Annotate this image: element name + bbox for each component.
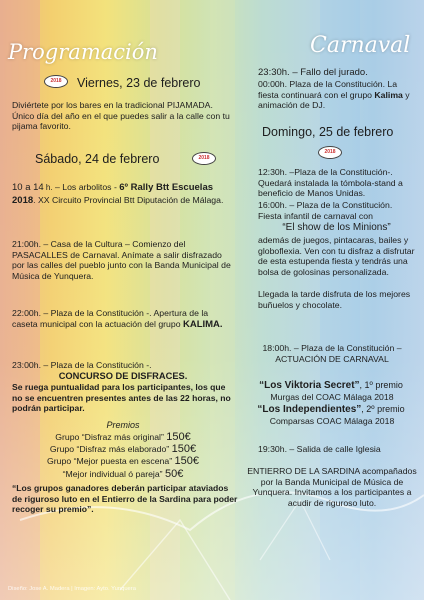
domingo-header: Domingo, 25 de febrero xyxy=(262,125,394,139)
event-0000 xyxy=(258,79,418,111)
minions-show: “El show de los Minions” xyxy=(282,222,391,233)
footer-credits: Diseño: Jose A. Madera | Imagen: Ayto. Yunquera xyxy=(8,586,136,592)
fallo-jurado: 23:30h. – Fallo del jurado. xyxy=(258,67,368,78)
prize-label: Grupo “Disfraz más original” xyxy=(55,432,167,442)
viktoria-line xyxy=(238,380,424,391)
rally-time: 10 a 14 xyxy=(12,182,44,193)
event-0000-text: 00:00h. Plaza de la Constitución. La fiesta continuará con el grupo xyxy=(258,79,398,100)
badge-2018: 2018 xyxy=(318,146,342,159)
tarde-text: Llegada la tarde disfruta de los mejores buñuelos y chocolate. xyxy=(258,289,411,310)
kalima-label: KALIMA. xyxy=(182,318,223,330)
event-1600: 16:00h. – Plaza de la Constitución. Fiesta infantil de carnaval con xyxy=(258,200,393,221)
sabado-header: Sábado, 24 de febrero xyxy=(35,152,160,166)
independientes-sub: Comparsas COAC Málaga 2018 xyxy=(269,416,395,426)
rally-event xyxy=(12,181,234,207)
badge-2018: 2018 xyxy=(44,75,68,88)
viktoria-prize: , 1º premio xyxy=(359,380,403,390)
event-2100: 21:00h. – Casa de la Cultura – Comienzo del PASACALLES de Carnaval. Anímate a salir disfrazado por las calles del pueblo junto con la Banda Municipal de Música de Yunquera. xyxy=(12,239,231,281)
viernes-header: Viernes, 23 de febrero xyxy=(77,76,201,90)
prize-amount: 150€ xyxy=(171,443,197,456)
prize-row xyxy=(12,443,234,455)
concurso-title: CONCURSO DE DISFRACES. xyxy=(58,371,188,381)
event-1800: 18:00h. – Plaza de la Constitución – xyxy=(262,343,402,353)
minions-desc: además de juegos, pintacaras, bailes y globoflexia. Ven con tu disfraz a disfrutar de esta estupenda fiesta y tendrás una bolsa de golosinas personalizada. xyxy=(258,235,415,277)
event-0000-post: y animación de DJ. xyxy=(258,89,410,111)
independientes-prize: , 2º premio xyxy=(361,404,405,414)
event-2200-text: 22:00h. – Plaza de la Constitución -. Apertura de la caseta municipal con la actuación del grupo xyxy=(12,308,209,329)
entierro-text: ENTIERRO DE LA SARDINA acompañados por la Banda Municipal de Música de Yunquera. Invitamos a los participantes a acudir de riguroso luto. xyxy=(247,466,417,508)
prize-list xyxy=(12,431,234,480)
viktoria-sub: Murgas del COAC Málaga 2018 xyxy=(270,392,394,402)
badge-2018: 2018 xyxy=(192,152,216,165)
prize-amount: 50€ xyxy=(165,467,184,480)
viktoria-name: “Los Viktoria Secret” xyxy=(259,380,360,391)
actuacion-label: ACTUACIÓN DE CARNAVAL xyxy=(275,354,389,364)
prize-row xyxy=(12,468,234,480)
rally-h: h. xyxy=(43,183,53,192)
viernes-text: Diviértete por los bares en la tradicional PIJAMADA. Único día del año en el que puedes salir a la calle con tu pijama favorito. xyxy=(12,100,230,132)
concurso-rules: Se ruega puntualidad para los participantes, los que no se encuentren presentes antes de las 22 horas, no podrán participar. xyxy=(12,382,231,414)
event-2300: 23:00h. – Plaza de la Constitución -. xyxy=(12,360,152,370)
programacion-title: Programación xyxy=(8,40,158,64)
prize-label: “Mejor individual ó pareja” xyxy=(62,468,165,479)
prize-note: “Los grupos ganadores deberán participar ataviados de riguroso luto en el Entierro de la Sardina para poder recoger su premio”. xyxy=(12,483,238,515)
prize-label: Grupo “Mejor puesta en escena” xyxy=(47,456,175,467)
prize-amount: 150€ xyxy=(166,431,191,443)
event-2200 xyxy=(12,308,236,330)
independientes-line xyxy=(238,404,424,415)
premios-label: Premios xyxy=(106,420,140,430)
carnaval-title: Carnaval xyxy=(310,33,411,58)
kalima-label: Kalima xyxy=(374,89,403,100)
event-1930: 19:30h. – Salida de calle Iglesia xyxy=(258,444,381,454)
event-1230: 12:30h. –Plaza de la Constitución-. Quedará instalada la tómbola-stand a beneficio de Manos Unidas. xyxy=(258,167,403,199)
rally-title: 6º Rally Btt Escuelas 2018 xyxy=(12,182,214,206)
prize-label: Grupo “Disfraz más elaborado” xyxy=(49,444,172,455)
prize-row xyxy=(12,455,234,467)
independientes-name: “Los Independientes” xyxy=(257,404,362,415)
prize-row xyxy=(12,431,234,443)
prize-amount: 150€ xyxy=(174,455,199,468)
rally-place: – Los arbolitos - xyxy=(52,182,120,192)
rally-rest: . XX Circuito Provincial Btt Diputación de Málaga. xyxy=(33,195,224,205)
